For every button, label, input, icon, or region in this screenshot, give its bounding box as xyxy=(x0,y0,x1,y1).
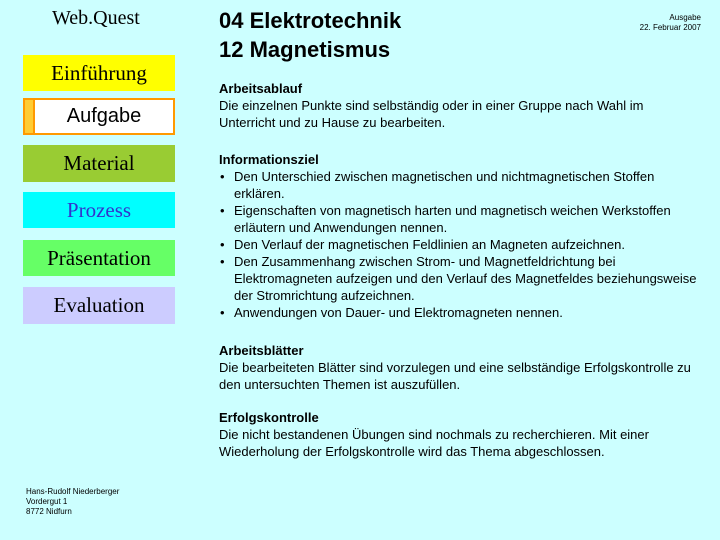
nav-presentation-button[interactable]: Präsentation xyxy=(23,240,175,276)
list-item: • Eigenschaften von magnetisch harten und magnetisch weichen Werkstoffen erläutern und Anwendungen nennen. xyxy=(219,202,699,236)
section-text: Die einzelnen Punkte sind selbständig oder in einer Gruppe nach Wahl im Unterricht und zu Hause zu bearbeiten. xyxy=(219,98,644,130)
list-item: • Den Zusammenhang zwischen Strom- und Magnetfeldrichtung bei Elektromagneten aufzeigen und den Verlauf des Magnetfeldes beziehungsweise der Stromrichtung aufzeichnen. xyxy=(219,253,699,304)
section-arbeitsablauf xyxy=(219,80,699,131)
page-title xyxy=(219,6,401,64)
section-erfolgskontrolle xyxy=(219,409,699,460)
edition-info xyxy=(640,13,701,33)
edition-date: 22. Februar 2007 xyxy=(639,23,701,32)
section-informationsziel xyxy=(219,151,699,321)
section-heading: Arbeitsblätter xyxy=(219,343,304,358)
section-text: Die nicht bestandenen Übungen sind nochmals zu recherchieren. Mit einer Wiederholung der Erfolgskontrolle wird das Thema abgeschlossen. xyxy=(219,427,649,459)
nav-task-button[interactable] xyxy=(23,98,175,135)
nav-process-button[interactable]: Prozess xyxy=(23,192,175,228)
nav-evaluation-button[interactable]: Evaluation xyxy=(23,287,175,324)
edition-label: Ausgabe xyxy=(669,13,701,22)
section-heading: Arbeitsablauf xyxy=(219,81,303,96)
list-item: • Den Verlauf der magnetischen Feldlinien an Magneten aufzeichnen. xyxy=(219,236,699,253)
list-item: • Anwendungen von Dauer- und Elektromagneten nennen. xyxy=(219,304,699,321)
title-line-2: 12 Magnetismus xyxy=(219,37,391,62)
goal-list xyxy=(219,168,699,321)
section-arbeitsblaetter xyxy=(219,342,699,393)
section-heading: Informationsziel xyxy=(219,152,319,167)
author-street: Vordergut 1 xyxy=(26,497,68,506)
nav-intro-button[interactable]: Einführung xyxy=(23,55,175,91)
brand-title: Web.Quest xyxy=(52,7,140,29)
author-address xyxy=(26,487,119,517)
author-city: 8772 Nidfurn xyxy=(26,507,72,516)
author-name: Hans-Rudolf Niederberger xyxy=(26,487,120,496)
title-line-1: 04 Elektrotechnik xyxy=(219,8,402,33)
section-heading: Erfolgskontrolle xyxy=(219,410,319,425)
section-text: Die bearbeiteten Blätter sind vorzulegen und eine selbständige Erfolgskontrolle zu den untersuchten Themen ist auszufüllen. xyxy=(219,360,691,392)
nav-task-label: Aufgabe xyxy=(33,100,173,133)
list-item: • Den Unterschied zwischen magnetischen und nichtmagnetischen Stoffen erklären. xyxy=(219,168,699,202)
nav-material-button[interactable]: Material xyxy=(23,145,175,182)
